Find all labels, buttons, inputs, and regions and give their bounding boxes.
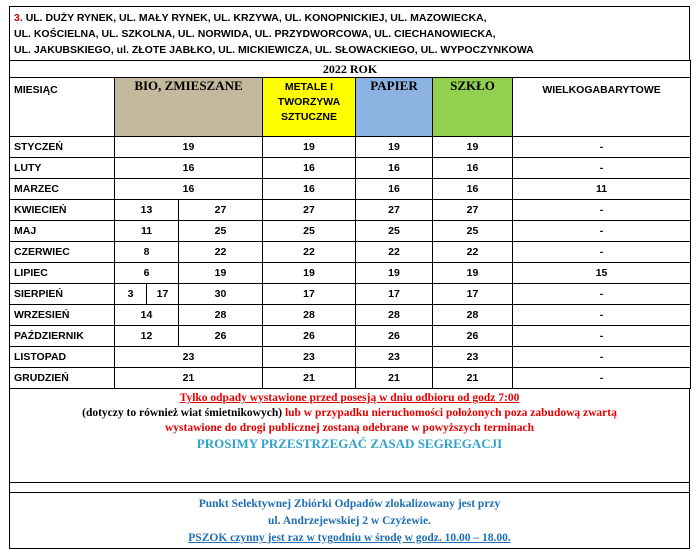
month-cell: LUTY [10,158,115,179]
schedule-sheet [9,6,690,549]
bio-date: 14 [115,305,179,326]
paper-date: 28 [356,305,433,326]
paper-date: 21 [356,368,433,389]
paper-date: 26 [356,326,433,347]
bulky-date: - [513,200,691,221]
bio-date: 27 [179,200,263,221]
metal-date: 27 [263,200,356,221]
note-line-3: wystawione do drogi publicznej zostaną odebrane w powyższych terminach [164,422,535,434]
glass-date: 21 [433,368,513,389]
metal-date: 19 [263,263,356,284]
schedule-table [9,60,691,389]
bio-date: 21 [115,368,263,389]
month-cell: MAJ [10,221,115,242]
glass-date: 16 [433,179,513,200]
paper-date: 17 [356,284,433,305]
bio-date: 17 [147,284,179,305]
year-heading: 2022 ROK [10,61,691,78]
bulky-date: - [513,347,691,368]
header-bulky: WIELKOGABARYTOWE [513,78,691,137]
metal-date: 23 [263,347,356,368]
month-cell: CZERWIEC [10,242,115,263]
pszok-line-2: ul. Andrzejewskiej 2 w Czyżewie. [268,515,431,527]
schedule-row [10,326,691,347]
bulky-date: - [513,305,691,326]
bio-date: 25 [179,221,263,242]
spacer [9,483,690,492]
address-line-3: UL. JAKUBSKIEGO, ul. ZŁOTE JABŁKO, UL. MICKIEWICZA, UL. SŁOWACKIEGO, UL. WYPOCZYNKOWA [14,44,534,56]
bio-date: 23 [115,347,263,368]
metal-date: 22 [263,242,356,263]
notes-block [9,389,690,483]
schedule-row [10,305,691,326]
bio-date: 3 [115,284,147,305]
schedule-row [10,158,691,179]
note-line-2-red: lub w przypadku nieruchomości położonych poza zabudową zwartą [282,407,617,419]
bulky-date: 15 [513,263,691,284]
schedule-row [10,242,691,263]
bio-date: 11 [115,221,179,242]
bio-date: 16 [115,158,263,179]
paper-date: 22 [356,242,433,263]
bio-date: 30 [179,284,263,305]
paper-date: 19 [356,263,433,284]
metal-date: 16 [263,158,356,179]
note-line-2-black: (dotyczy to również wiat śmietnikowych) [82,407,283,419]
month-cell: LIPIEC [10,263,115,284]
metal-date: 26 [263,326,356,347]
pszok-hours: PSZOK czynny jest raz w tygodniu w środę w godz. 10.00 – 18.00. [188,532,511,544]
month-cell: STYCZEŃ [10,137,115,158]
metal-date: 16 [263,179,356,200]
header-glass: SZKŁO [433,78,513,137]
glass-date: 26 [433,326,513,347]
bulky-date: - [513,326,691,347]
bio-date: 26 [179,326,263,347]
header-paper: PAPIER [356,78,433,137]
bio-date: 6 [115,263,179,284]
bio-date: 19 [179,263,263,284]
glass-date: 25 [433,221,513,242]
bulky-date: - [513,221,691,242]
metal-date: 17 [263,284,356,305]
note-segregation: PROSIMY PRZESTRZEGAĆ ZASAD SEGREGACJI [196,436,503,451]
schedule-row [10,368,691,389]
glass-date: 17 [433,284,513,305]
bio-date: 8 [115,242,179,263]
note-line-2 [10,406,689,421]
header-row [10,78,691,137]
schedule-row [10,284,691,305]
glass-date: 22 [433,242,513,263]
area-number: 3. [14,12,23,24]
schedule-row [10,221,691,242]
paper-date: 16 [356,158,433,179]
paper-date: 16 [356,179,433,200]
bulky-date: - [513,158,691,179]
bio-date: 12 [115,326,179,347]
header-metal: METALE I TWORZYWA SZTUCZNE [263,78,356,137]
header-bio: BIO, ZMIESZANE [115,78,263,137]
schedule-row [10,200,691,221]
paper-date: 23 [356,347,433,368]
glass-date: 19 [433,137,513,158]
pszok-line-1: Punkt Selektywnej Zbiórki Odpadów zlokalizowany jest przy [198,498,501,510]
month-cell: LISTOPAD [10,347,115,368]
paper-date: 27 [356,200,433,221]
month-cell: MARZEC [10,179,115,200]
month-cell: WRZESIEŃ [10,305,115,326]
glass-date: 16 [433,158,513,179]
bio-date: 19 [115,137,263,158]
header-month: MIESIĄC [10,78,115,137]
month-cell: SIERPIEŃ [10,284,115,305]
bio-date: 16 [115,179,263,200]
schedule-row [10,137,691,158]
schedule-row [10,179,691,200]
metal-date: 25 [263,221,356,242]
metal-date: 19 [263,137,356,158]
pszok-block [9,492,690,549]
glass-date: 19 [433,263,513,284]
glass-date: 27 [433,200,513,221]
bulky-date: 11 [513,179,691,200]
bio-date: 22 [179,242,263,263]
bio-date: 28 [179,305,263,326]
bulky-date: - [513,368,691,389]
paper-date: 19 [356,137,433,158]
month-cell: KWIECIEŃ [10,200,115,221]
address-line-1: 3. UL. DUŻY RYNEK, UL. MAŁY RYNEK, UL. KRZYWA, UL. KONOPNICKIEJ, UL. MAZOWIECKA, [14,12,487,24]
address-block [9,6,690,60]
bulky-date: - [513,137,691,158]
metal-date: 28 [263,305,356,326]
glass-date: 23 [433,347,513,368]
month-cell: PAŹDZIERNIK [10,326,115,347]
metal-date: 21 [263,368,356,389]
paper-date: 25 [356,221,433,242]
schedule-row [10,263,691,284]
note-line-1: Tylko odpady wystawione przed posesją w dniu odbioru od godz 7:00 [179,392,520,404]
bulky-date: - [513,242,691,263]
address-line-2: UL. KOŚCIELNA, UL. SZKOLNA, UL. NORWIDA, UL. PRZYDWORCOWA, UL. CIECHANOWIECKA, [14,28,496,40]
bio-date: 13 [115,200,179,221]
glass-date: 28 [433,305,513,326]
bulky-date: - [513,284,691,305]
month-cell: GRUDZIEŃ [10,368,115,389]
schedule-row [10,347,691,368]
